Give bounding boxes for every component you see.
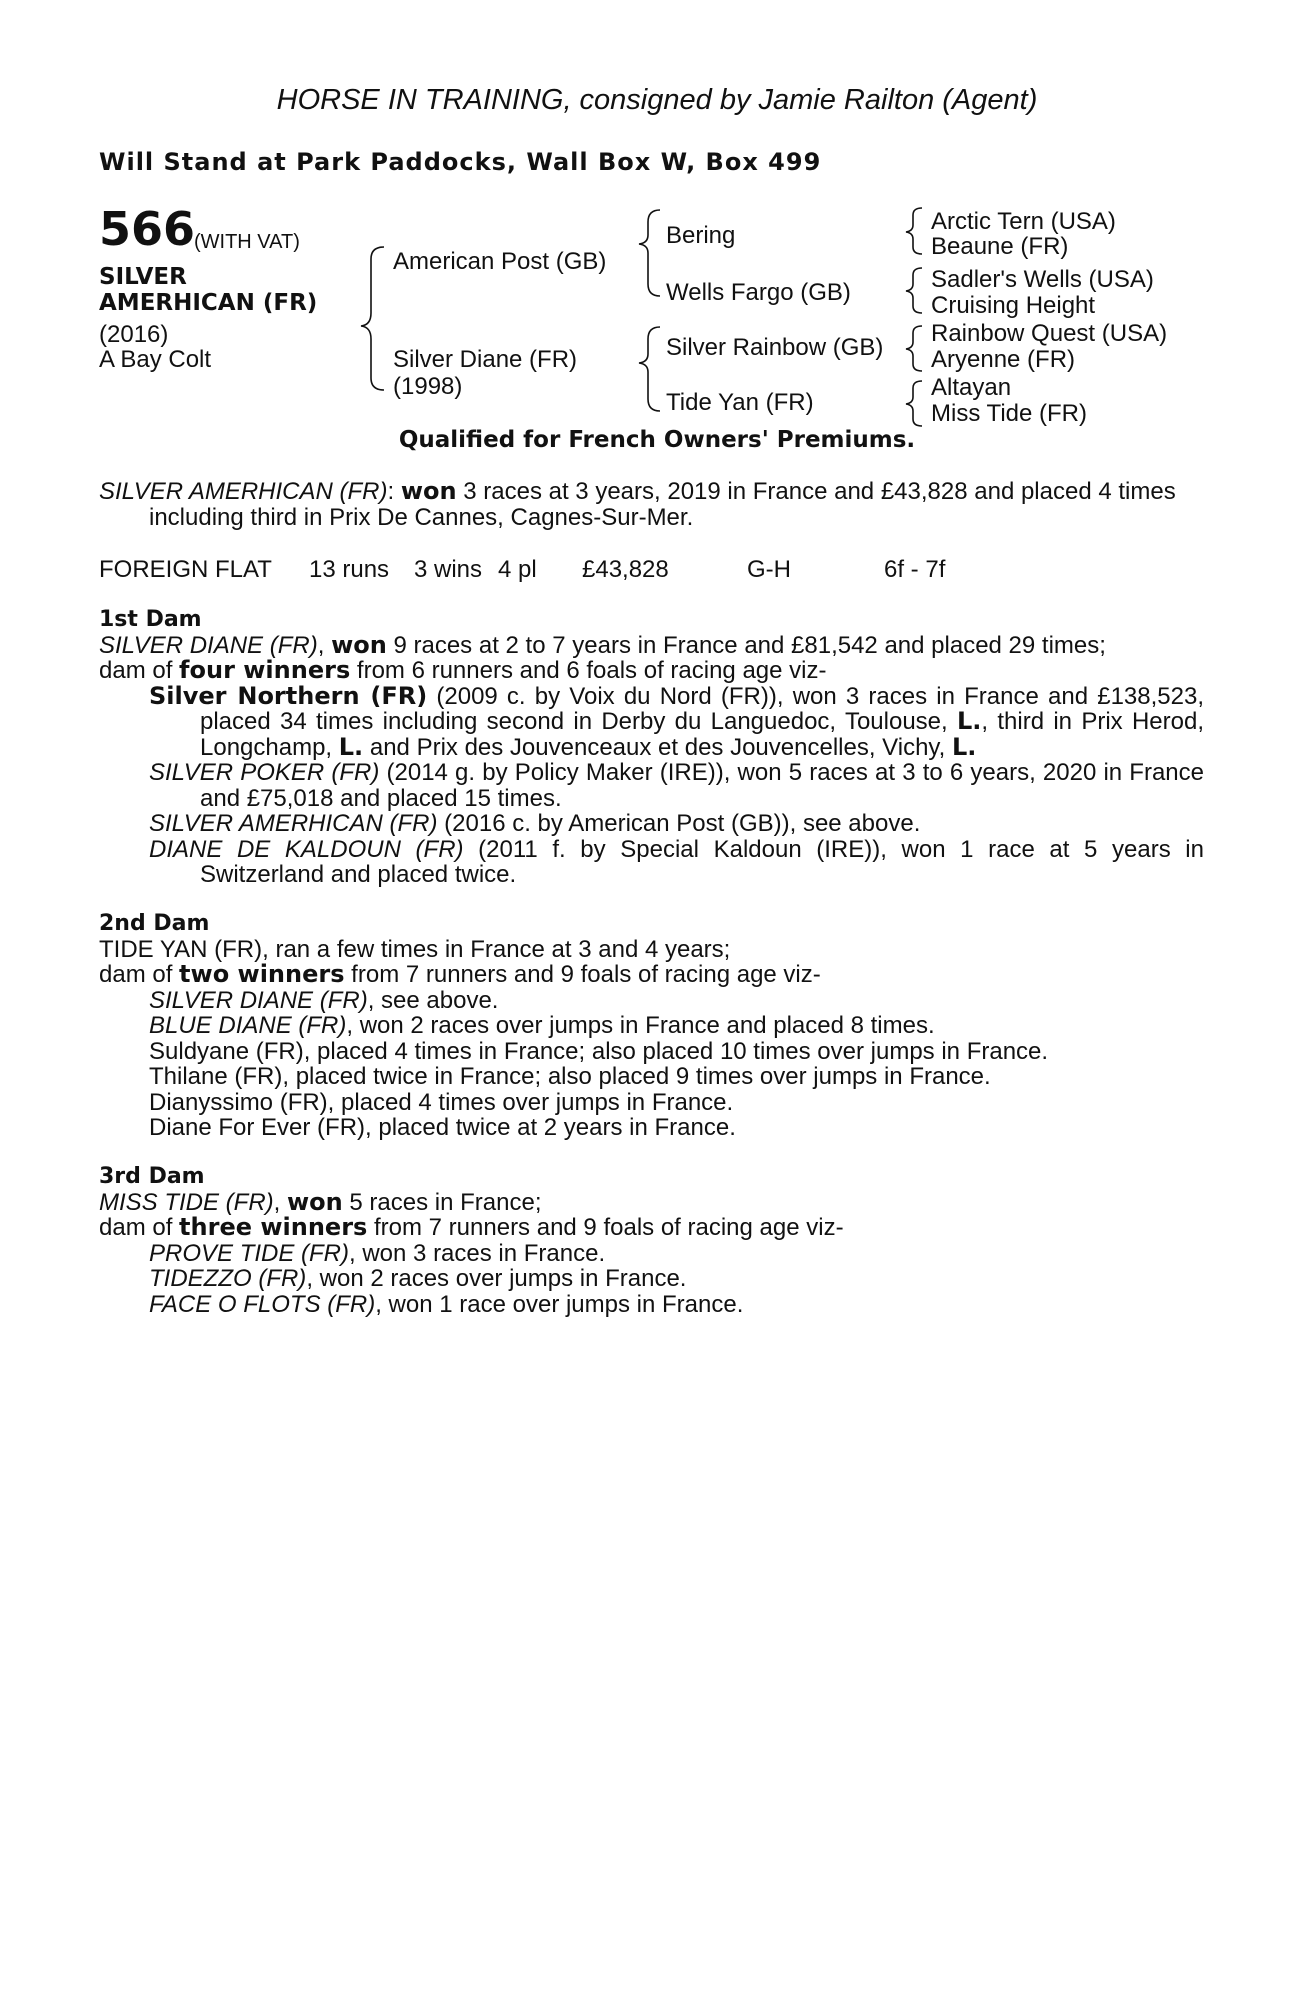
ancestor-g1: Arctic Tern (USA) <box>931 208 1116 235</box>
dam-sire: Silver Rainbow (GB) <box>666 334 884 361</box>
second-dam-section <box>99 911 1204 1141</box>
form-distance: 6f - 7f <box>884 556 946 583</box>
third-dam-record <box>99 1187 1204 1216</box>
produce-item <box>99 1241 1204 1267</box>
dam-year: (1998) <box>393 373 463 400</box>
sire: American Post (GB) <box>393 248 607 275</box>
produce-name: BLUE DIANE (FR) <box>149 1012 347 1039</box>
produce-name: SILVER DIANE (FR) <box>149 986 368 1014</box>
listed-mark: L. <box>338 732 364 761</box>
produce-text: (2016 c. by American Post (GB)), see above. <box>437 810 921 837</box>
second-dam-produce-summary <box>99 962 1204 988</box>
produce-item <box>99 837 1204 888</box>
premiums-note: Qualified for French Owners' Premiums. <box>398 427 916 453</box>
first-dam-heading: 1st Dam <box>99 607 202 632</box>
third-dam-heading: 3rd Dam <box>99 1164 205 1189</box>
lot-number: 566 <box>99 202 196 256</box>
winners-count: four winners <box>179 656 351 684</box>
produce-item <box>99 988 1204 1014</box>
listed-mark: L. <box>951 732 977 761</box>
summary-text: 3 races at 3 years, 2019 in France and £43,828 and placed 4 times including third in Prix De Cannes, Cagnes-Sur-Mer. <box>149 478 1176 531</box>
sire-sire: Bering <box>666 222 736 249</box>
produce-name: PROVE TIDE (FR) <box>149 1239 350 1267</box>
first-dam-name: SILVER DIANE (FR) <box>99 631 318 659</box>
third-dam-name: MISS TIDE (FR) <box>99 1188 274 1216</box>
produce-text: , third in Prix Herod, Longchamp, <box>200 708 1204 761</box>
dam-dam: Tide Yan (FR) <box>666 389 814 416</box>
first-dam-section <box>99 607 1204 888</box>
produce-text: from 6 runners and 6 foals of racing age viz- <box>350 657 827 684</box>
brace-g1 <box>906 208 922 254</box>
produce-item <box>99 1013 1204 1039</box>
brace-g3 <box>906 326 922 371</box>
produce-item <box>99 1266 1204 1292</box>
brace-g4 <box>906 381 922 426</box>
ancestor-g6: Aryenne (FR) <box>931 346 1076 373</box>
form-placed: 4 pl <box>498 556 537 583</box>
winners-count: two winners <box>179 960 345 988</box>
pedigree-braces <box>0 0 1314 440</box>
form-label: FOREIGN FLAT <box>99 556 272 583</box>
produce-item <box>99 1292 1204 1318</box>
form-runs: 13 runs <box>309 556 390 583</box>
listed-mark: L. <box>956 707 982 735</box>
dam: Silver Diane (FR) <box>393 346 578 373</box>
page-title: HORSE IN TRAINING, consigned by Jamie Railton (Agent) <box>276 84 1038 116</box>
produce-text: (2011 f. by Special Kaldoun (IRE)), won 1 race at 5 years in Switzerland and placed twice. <box>200 835 1204 888</box>
brace-g2 <box>906 268 922 313</box>
summary-won: won <box>400 477 457 505</box>
produce-text: , won 2 races over jumps in France and placed 8 times. <box>346 1012 935 1039</box>
form-wins: 3 wins <box>414 556 483 583</box>
horse-name-line2: AMERHICAN (FR) <box>99 290 318 316</box>
produce-item <box>99 760 1204 811</box>
dam-of-label: dam of <box>99 961 180 988</box>
summary-horse-name: SILVER AMERHICAN (FR) <box>99 478 388 505</box>
horse-description: A Bay Colt <box>99 346 212 373</box>
produce-name: Silver Northern (FR) <box>149 681 428 710</box>
produce-item: Suldyane (FR), placed 4 times in France; also placed 10 times over jumps in France. <box>149 1037 1049 1065</box>
winners-count: three winners <box>179 1213 368 1241</box>
produce-name: FACE O FLOTS (FR) <box>149 1290 376 1318</box>
ancestor-g5: Rainbow Quest (USA) <box>931 320 1168 347</box>
ancestor-g4: Cruising Height <box>931 292 1096 319</box>
first-dam-record: SILVER DIANE (FR), won 9 races at 2 to 7 years in France and £81,542 and placed 29 times; <box>99 630 1106 659</box>
brace-dam-line <box>639 327 660 411</box>
dam-of-label: dam of <box>99 657 180 684</box>
ancestor-g7: Altayan <box>931 374 1012 401</box>
third-dam-produce-summary <box>99 1215 1204 1241</box>
produce-item: Diane For Ever (FR), placed twice at 2 years in France. <box>149 1114 736 1141</box>
produce-item <box>99 681 1204 761</box>
produce-text: from 7 runners and 9 foals of racing age viz- <box>367 1214 844 1241</box>
second-dam-record: TIDE YAN (FR), ran a few times in France at 3 and 4 years; <box>99 935 731 963</box>
first-dam-won: won <box>331 630 387 659</box>
horse-name-line1: SILVER <box>99 264 187 290</box>
summary-colon: : <box>387 478 401 505</box>
foal-year: (2016) <box>99 321 169 348</box>
produce-text: (2009 c. by Voix du Nord (FR)), won 3 races in France and £138,523, placed 34 times including second in Derby du Languedoc, Toulouse, <box>200 682 1204 735</box>
produce-text: , won 1 race over jumps in France. <box>375 1290 744 1318</box>
sire-dam: Wells Fargo (GB) <box>666 279 851 306</box>
produce-text: from 7 runners and 9 foals of racing age viz- <box>344 961 821 988</box>
produce-text: , see above. <box>367 986 499 1014</box>
produce-text: (2014 g. by Policy Maker (IRE)), won 5 races at 3 to 6 years, 2020 in France and £75,018 and placed 15 times. <box>200 759 1204 812</box>
vat-note: (WITH VAT) <box>194 231 300 253</box>
third-dam-won: won <box>287 1187 343 1216</box>
produce-name: SILVER POKER (FR) <box>149 759 380 786</box>
ancestor-g8: Miss Tide (FR) <box>931 400 1087 427</box>
ancestor-g2: Beaune (FR) <box>931 233 1069 260</box>
produce-item <box>99 811 1204 837</box>
form-going: G-H <box>747 556 791 583</box>
produce-item: Thilane (FR), placed twice in France; also placed 9 times over jumps in France. <box>149 1063 991 1090</box>
produce-text: , won 3 races in France. <box>349 1239 606 1267</box>
produce-text: and Prix des Jouvenceaux et des Jouvencelles, Vichy, <box>363 733 952 761</box>
separator: , <box>273 1188 287 1216</box>
first-dam-produce-summary <box>99 658 1204 684</box>
produce-name: SILVER AMERHICAN (FR) <box>149 810 438 837</box>
stand-location: Will Stand at Park Paddocks, Wall Box W, Box 499 <box>99 148 822 176</box>
dam-of-label: dam of <box>99 1214 180 1241</box>
brace-sire-dam <box>361 247 384 390</box>
produce-item: Dianyssimo (FR), placed 4 times over jumps in France. <box>149 1088 734 1116</box>
third-dam-section <box>99 1164 1204 1317</box>
produce-name: DIANE DE KALDOUN (FR) <box>149 835 464 863</box>
race-summary <box>99 479 1254 530</box>
third-dam-text: 5 races in France; <box>342 1188 542 1216</box>
form-earnings: £43,828 <box>582 556 669 583</box>
second-dam-heading: 2nd Dam <box>99 911 210 936</box>
produce-name: TIDEZZO (FR) <box>149 1265 307 1292</box>
brace-sire-line <box>639 210 660 296</box>
produce-text: , won 2 races over jumps in France. <box>306 1265 687 1292</box>
first-dam-text: 9 races at 2 to 7 years in France and £81,542 and placed 29 times; <box>386 631 1106 659</box>
ancestor-g3: Sadler's Wells (USA) <box>931 266 1154 293</box>
